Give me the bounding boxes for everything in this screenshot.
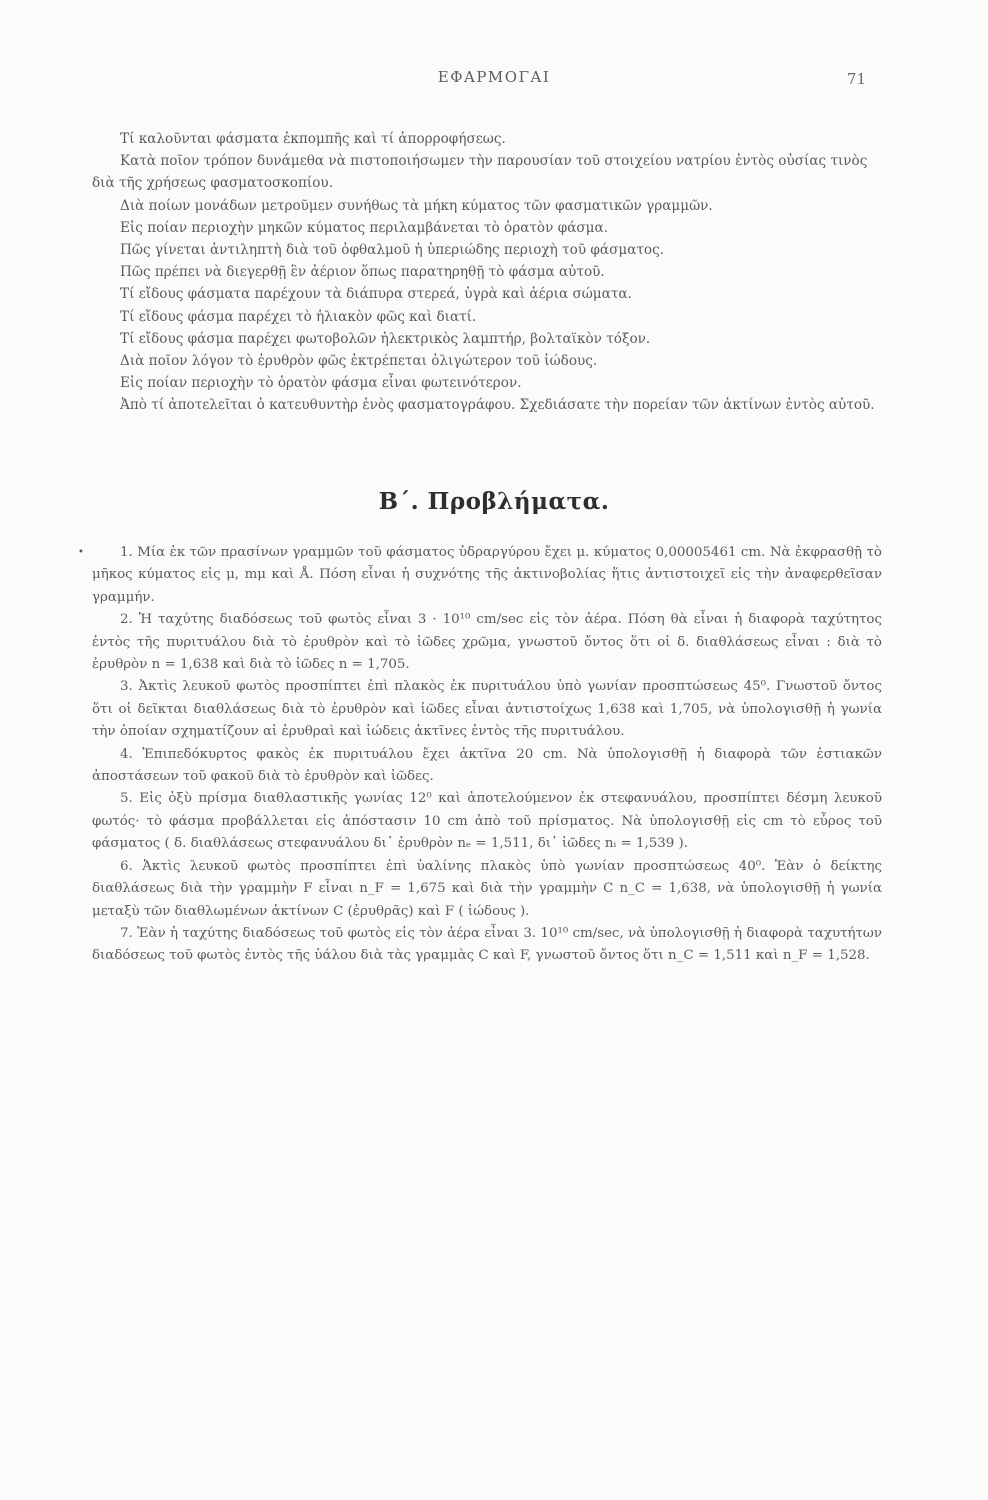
question: Διὰ ποῖον λόγον τὸ ἐρυθρὸν φῶς ἐκτρέπεται ὀλιγώτερον τοῦ ἰώδους. [120,353,598,370]
bullet-mark: • [78,547,84,558]
question: Εἰς ποίαν περιοχὴν τὸ ὁρατὸν φάσμα εἶναι φωτεινότερον. [120,375,522,392]
question: Τί εἴδους φάσματα παρέχουν τὰ διάπυρα στερεά, ὑγρὰ καὶ ἀέρια σώματα. [120,286,632,303]
problem: 1. Μία ἐκ τῶν πρασίνων γραμμῶν τοῦ φάσματος ὑδραργύρου ἔχει μ. κύματος 0,00005461 cm. Νὰ ἐκφρασθῇ τὸ μῆκος κύματος εἰς μ, mμ καὶ Å. Πόση εἶναι ἡ συχνότης τῆς ἀκτινοβολίας ἥτις ἀντιστοιχεῖ εἰς τὴν ἀναφερθεῖσαν γραμμήν. [92,545,882,605]
problem: 5. Εἰς ὀξὺ πρίσμα διαθλαστικῆς γωνίας 12⁰ καὶ ἀποτελούμενον ἐκ στεφανυάλου, προσπίπτει δέσμη λευκοῦ φωτός· τὸ φάσμα προβάλλεται εἰς ἀπόστασιν 10 cm ἀπὸ τοῦ πρίσματος. Νὰ ὑπολογισθῇ εἰς cm τὸ εὖρος τοῦ φάσματος ( δ. διαθλάσεως στεφανυάλου δι᾽ ἐρυθρὸν nₑ = 1,511, δι᾽ ἰῶδες nᵢ = 1,539 ). [92,791,882,852]
question: Τί εἴδους φάσμα παρέχει φωτοβολῶν ἠλεκτρικὸς λαμπτήρ, βολταϊκὸν τόξον. [120,330,651,347]
question: Κατὰ ποῖον τρόπον δυνάμεθα νὰ πιστοποιήσωμεν τὴν παρουσίαν τοῦ στοιχείου νατρίου ἐντὸς οὐσίας τινὸς διὰ τῆς χρήσεως φασματοσκοπίου. [92,153,868,192]
problem: 2. Ἡ ταχύτης διαδόσεως τοῦ φωτὸς εἶναι 3 · 10¹⁰ cm/sec εἰς τὸν ἀέρα. Πόση θὰ εἶναι ἡ διαφορὰ ταχύτητος ἐντὸς τῆς πυριτυάλου διὰ τὸ ἐρυθρὸν καὶ τὸ ἰῶδες χρῶμα, γνωστοῦ ὄντος ὅτι οἱ δ. διαθλάσεως εἶναι : διὰ τὸ ἐρυθρὸν n = 1,638 καὶ διὰ τὸ ἰῶδες n = 1,705. [92,612,882,673]
page-number: 71 [846,70,866,88]
problem: 6. Ἀκτὶς λευκοῦ φωτὸς προσπίπτει ἐπὶ ὑαλίνης πλακὸς ὑπὸ γωνίαν προσπτώσεως 40⁰. Ἐὰν ὁ δείκτης διαθλάσεως διὰ τὴν γραμμὴν F εἶναι n_F = 1,675 καὶ διὰ τὴν γραμμὴν C n_C = 1,638, νὰ ὑπολογισθῇ ἡ γωνία μεταξὺ τῶν διαθλωμένων ἀκτίνων C (ἐρυθρᾶς) καὶ F ( ἰώδους ). [92,858,882,919]
section-title: Β΄. Προβλήματα. [378,488,610,515]
question: Πῶς πρέπει νὰ διεγερθῇ ἓν ἀέριον ὅπως παρατηρηθῇ τὸ φάσμα αὐτοῦ. [120,264,605,281]
question: Τί καλοῦνται φάσματα ἐκπομπῆς καὶ τί ἀπορροφήσεως. [120,131,506,147]
problem: 4. Ἐπιπεδόκυρτος φακὸς ἐκ πυριτυάλου ἔχει ἀκτῖνα 20 cm. Νὰ ὑπολογισθῇ ἡ διαφορὰ τῶν ἑστιακῶν ἀποστάσεων τοῦ φακοῦ διὰ τὸ ἐρυθρὸν καὶ ἰῶδες. [92,746,882,785]
question: Εἰς ποίαν περιοχὴν μηκῶν κύματος περιλαμβάνεται τὸ ὁρατὸν φάσμα. [120,219,609,236]
question: Διὰ ποίων μονάδων μετροῦμεν συνήθως τὰ μήκη κύματος τῶν φασματικῶν γραμμῶν. [120,197,713,214]
running-header: ΕΦΑΡΜΟΓΑΙ [437,68,551,86]
problem-item [78,542,882,609]
problem: 7. Ἐὰν ἡ ταχύτης διαδόσεως τοῦ φωτὸς εἰς τὸν ἀέρα εἶναι 3. 10¹⁰ cm/sec, νὰ ὑπολογισθῇ ἡ διαφορὰ ταχυτήτων διαδόσεως τοῦ φωτὸς ἐντὸς τῆς ὑάλου διὰ τὰς γραμμὰς C καὶ F, γνωστοῦ ὄντος ὅτι n_C = 1,511 καὶ n_F = 1,528. [92,925,882,964]
question: Τί εἴδους φάσμα παρέχει τὸ ἡλιακὸν φῶς καὶ διατί. [120,308,477,325]
problem: 3. Ἀκτὶς λευκοῦ φωτὸς προσπίπτει ἐπὶ πλακὸς ἐκ πυριτυάλου ὑπὸ γωνίαν προσπτώσεως 45⁰. Γνωστοῦ ὄντος ὅτι οἱ δεῖκται διαθλάσεως διὰ τὸ ἐρυθρὸν καὶ ἰῶδες εἶναι ἀντιστοίχως 1,638 καὶ 1,705, νὰ ὑπολογισθῇ ἡ γωνία τὴν ὁποίαν σχηματίζουν αἱ ἐρυθραὶ καὶ ἰώδεις ἀκτῖνες ἐντὸς τῆς πυριτυάλου. [92,679,882,740]
questions-list [92,128,882,417]
problems-list [78,542,882,968]
question: Πῶς γίνεται ἀντιληπτὴ διὰ τοῦ ὀφθαλμοῦ ἡ ὑπεριώδης περιοχὴ τοῦ φάσματος. [120,242,665,259]
question: Ἀπὸ τί ἀποτελεῖται ὁ κατευθυντὴρ ἑνὸς φασματογράφου. Σχεδιάσατε τὴν πορείαν τῶν ἀκτίνων ἐντὸς αὐτοῦ. [120,397,875,414]
